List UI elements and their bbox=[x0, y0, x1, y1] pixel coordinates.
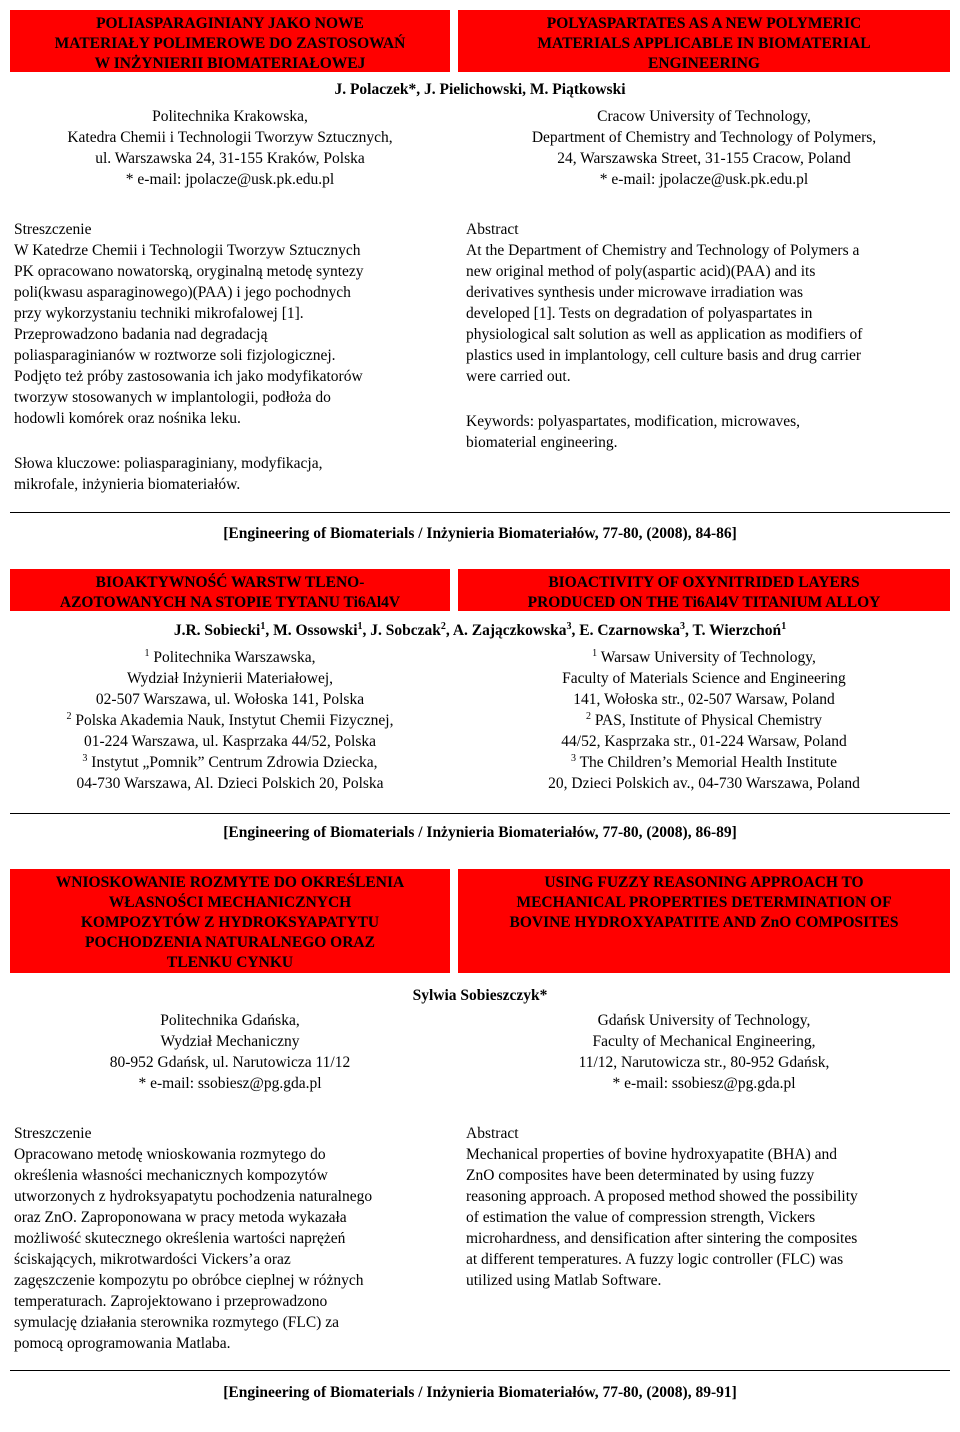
author: J. Sobczak$^2$, bbox=[370, 620, 453, 639]
article3-title-en: USING FUZZY REASONING APPROACH TO MECHANICAL PROPERTIES DETERMINATION OF BOVINE HYDROXYAPATITE AND ZnO COMPOSITES bbox=[458, 869, 950, 973]
article2-title-pl: BIOAKTYWNOŚĆ WARSTW TLENO- AZOTOWANYCH NA STOPIE TYTANU Ti6Al4V bbox=[10, 569, 450, 611]
affiliation-line: $^3$ Instytut „Pomnik” Centrum Zdrowia Dziecka, bbox=[82, 752, 378, 771]
article2-affiliation-en bbox=[458, 647, 950, 794]
keywords-label: Słowa kluczowe: bbox=[14, 455, 121, 472]
article1-abstract-pl: Streszczenie W Katedrze Chemii i Technologii Tworzyw Sztucznych PK opracowano nowatorską, oryginalną metodę syntezy poli(kwasu asparaginowego)(PAA) i jego pochodnych przy wykorzystaniu techniki mikrofalowej [1]. Przeprowadzono badania nad degradacją poliasparaginianów w roztworze soli fizjologicznej. Podjęto też próby zastosowania ich jako modyfikatorów tworzyw stosowanych w implantologii, podłoża do hodowli komórek oraz nośnika leku. bbox=[14, 219, 454, 429]
article1-keywords-pl: Słowa kluczowe: poliasparaginiany, modyfikacja, mikrofale, inżynieria biomateriałów. bbox=[14, 455, 323, 493]
affiliation-line: Wydział Inżynierii Materiałowej, bbox=[126, 670, 334, 687]
article2-affiliation-pl bbox=[10, 647, 450, 794]
author: M. Ossowski$^1$, bbox=[273, 620, 371, 639]
affiliation-line: Faculty of Materials Science and Engineering bbox=[562, 670, 846, 687]
author: J.R. Sobiecki$^1$, bbox=[173, 620, 274, 639]
affiliation-line: $^3$ The Children’s Memorial Health Institute bbox=[570, 752, 837, 771]
article3-abstract-en: Abstract Mechanical properties of bovine hydroxyapatite (BHA) and ZnO composites have been determinated by using fuzzy reasoning approach. A proposed method showed the possibility of estimation the value of compression strength, Vickers microhardness, and densification after sintering the composites at different temperatures. A fuzzy logic controller (FLC) was utilized using Matlab Software. bbox=[466, 1123, 950, 1291]
affiliation-line: $^2$ Polska Akademia Nauk, Instytut Chemii Fizycznej, bbox=[66, 710, 394, 729]
article1-affiliation-en: Cracow University of Technology, Department of Chemistry and Technology of Polymers, 24, Warszawska Street, 31-155 Cracow, Poland * e-mail: jpolacze@usk.pk.edu.pl bbox=[531, 108, 877, 188]
abstract-heading: Streszczenie bbox=[14, 221, 92, 238]
article1-title-pl: POLIASPARAGINIANY JAKO NOWE MATERIAŁY POLIMEROWE DO ZASTOSOWAŃ W INŻYNIERII BIOMATERIAŁOWEJ bbox=[10, 10, 450, 72]
abstract-heading: Abstract bbox=[466, 221, 519, 238]
divider bbox=[10, 1370, 950, 1371]
article2-title-en: BIOACTIVITY OF OXYNITRIDED LAYERS PRODUCED ON THE Ti6Al4V TITANIUM ALLOY bbox=[458, 569, 950, 611]
article3-affiliation-pl: Politechnika Gdańska, Wydział Mechaniczny 80-952 Gdańsk, ul. Narutowicza 11/12 * e-mail: ssobiesz@pg.gda.pl bbox=[109, 1012, 351, 1092]
article1-authors: J. Polaczek*, J. Pielichowski, M. Piątkowski bbox=[334, 81, 626, 98]
keywords-label: Keywords: bbox=[466, 413, 535, 430]
affiliation-line: 01-224 Warszawa, ul. Kasprzaka 44/52, Polska bbox=[83, 733, 377, 750]
author: E. Czarnowska$^3$, bbox=[579, 620, 693, 639]
affiliation-line: $^1$ Politechnika Warszawska, bbox=[144, 647, 316, 666]
affiliation-line: 141, Wołoska str., 02-507 Warsaw, Poland bbox=[573, 691, 835, 708]
article2-reference: [Engineering of Biomaterials / Inżynieria Biomateriałów, 77-80, (2008), 86-89] bbox=[223, 824, 737, 841]
article2-authors bbox=[0, 620, 960, 641]
article1-title-en: POLYASPARTATES AS A NEW POLYMERIC MATERIALS APPLICABLE IN BIOMATERIAL ENGINEERING bbox=[458, 10, 950, 72]
author: T. Wierzchoń$^1$ bbox=[692, 620, 787, 639]
abstract-heading: Streszczenie bbox=[14, 1125, 92, 1142]
divider bbox=[10, 813, 950, 814]
article1-reference: [Engineering of Biomaterials / Inżynieria Biomateriałów, 77-80, (2008), 84-86] bbox=[223, 525, 737, 542]
author: A. Zajączkowska$^3$, bbox=[452, 620, 580, 639]
affiliation-line: 44/52, Kasprzaka str., 01-224 Warsaw, Poland bbox=[561, 733, 847, 750]
affiliation-line: $^2$ PAS, Institute of Physical Chemistry bbox=[585, 710, 823, 729]
article3-title-pl: WNIOSKOWANIE ROZMYTE DO OKREŚLENIA WŁASNOŚCI MECHANICZNYCH KOMPOZYTÓW Z HYDROKSYAPATYTU POCHODZENIA NATURALNEGO ORAZ TLENKU CYNKU bbox=[10, 869, 450, 973]
article1-affiliation-pl: Politechnika Krakowska, Katedra Chemii i Technologii Tworzyw Sztucznych, ul. Warszawska 24, 31-155 Kraków, Polska * e-mail: jpolacze@usk.pk.edu.pl bbox=[67, 108, 393, 188]
abstract-heading: Abstract bbox=[466, 1125, 519, 1142]
affiliation-line: 20, Dzieci Polskich av., 04-730 Warszawa, Poland bbox=[548, 775, 860, 792]
article3-abstract-pl: Streszczenie Opracowano metodę wnioskowania rozmytego do określenia własności mechanicznych kompozytów utworzonych z hydroksyapatytu pochodzenia naturalnego oraz ZnO. Zaproponowana w pracy metoda wykazała możliwość skutecznego określenia wartości naprężeń ściskających, mikrotwardości Vickers’a oraz zagęszczenie kompozytu po obróbce cieplnej w różnych temperaturach. Zaprojektowano i przeprowadzono symulację działania sterownika rozmytego (FLC) za pomocą oprogramowania Matlaba. bbox=[14, 1123, 454, 1354]
article1-abstract-en: Abstract At the Department of Chemistry and Technology of Polymers a new original method of poly(aspartic acid)(PAA) and its derivatives synthesis under microwave irradiation was developed [1]. Tests on degradation of polyaspartates in physiological salt solution as well as application as modifiers of plastics used in implantology, cell culture basis and drug carrier were carried out. bbox=[466, 219, 950, 387]
divider bbox=[10, 512, 950, 513]
article3-authors: Sylwia Sobieszczyk* bbox=[412, 987, 548, 1004]
article3-affiliation-en: Gdańsk University of Technology, Faculty of Mechanical Engineering, 11/12, Narutowicza str., 80-952 Gdańsk, * e-mail: ssobiesz@pg.gda.pl bbox=[578, 1012, 830, 1092]
affiliation-line: 02-507 Warszawa, ul. Wołoska 141, Polska bbox=[95, 691, 365, 708]
article3-reference: [Engineering of Biomaterials / Inżynieria Biomateriałów, 77-80, (2008), 89-91] bbox=[223, 1384, 737, 1401]
affiliation-line: $^1$ Warsaw University of Technology, bbox=[592, 647, 816, 666]
affiliation-line: 04-730 Warszawa, Al. Dzieci Polskich 20, Polska bbox=[76, 775, 384, 792]
article1-keywords-en: Keywords: polyaspartates, modification, microwaves, biomaterial engineering. bbox=[466, 413, 801, 451]
